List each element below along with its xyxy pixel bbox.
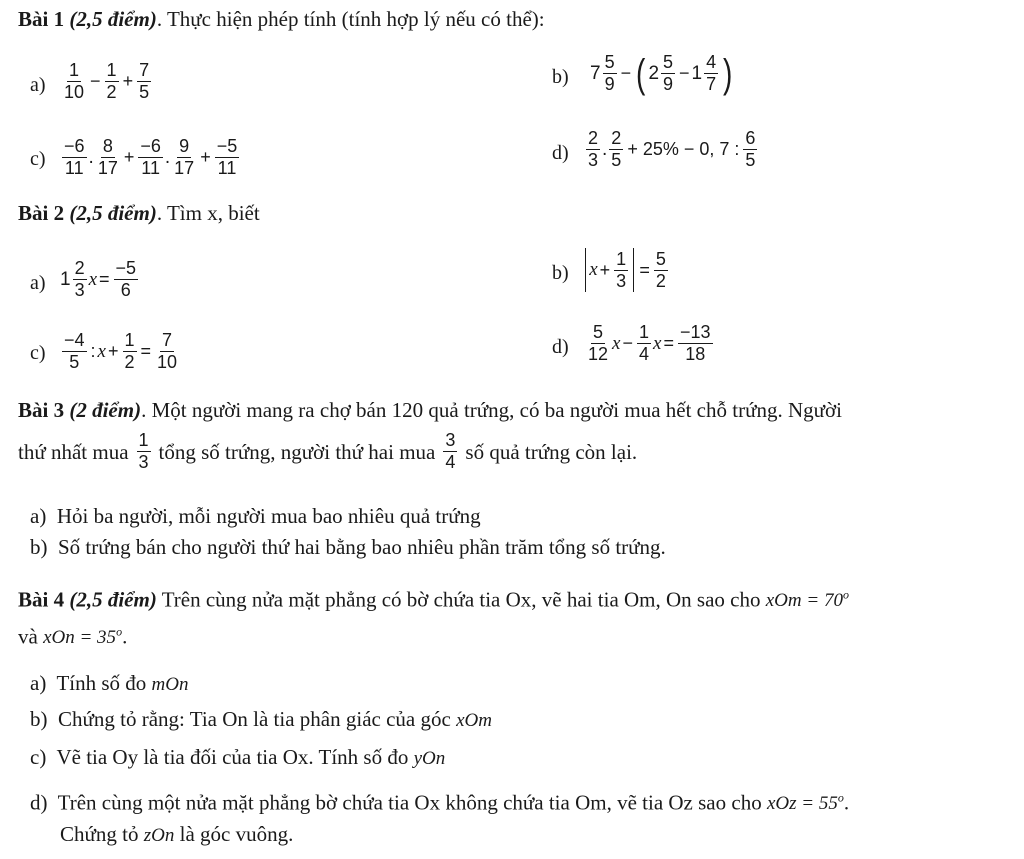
degree-sign: o bbox=[116, 625, 123, 639]
bai3-points: (2 điểm) bbox=[69, 398, 142, 422]
bai4-item-d bbox=[30, 785, 849, 817]
equals: = bbox=[140, 341, 152, 361]
bai1-points: (2,5 điểm) bbox=[69, 7, 157, 31]
math-text: zOn bbox=[143, 825, 175, 846]
item-label: b) bbox=[30, 707, 48, 731]
numerator: 7 bbox=[139, 60, 150, 80]
left-paren: ( bbox=[636, 51, 646, 96]
bai4-angle-xom bbox=[766, 590, 849, 611]
fraction bbox=[137, 430, 151, 473]
denominator: 3 bbox=[588, 150, 599, 170]
bai2-label-b: b) bbox=[552, 262, 569, 284]
fraction bbox=[586, 128, 600, 171]
denominator: 3 bbox=[616, 270, 627, 291]
operator: − bbox=[679, 63, 690, 83]
bai1-title: Bài 1 bbox=[18, 7, 65, 31]
item-label: d) bbox=[30, 790, 48, 815]
numerator: 1 bbox=[69, 60, 80, 80]
bai3-fraction-1 bbox=[135, 430, 153, 473]
denominator: 5 bbox=[69, 352, 80, 372]
bai4-text-2: và bbox=[18, 624, 38, 649]
operator: + bbox=[107, 341, 119, 361]
numerator: 2 bbox=[74, 258, 85, 278]
bai3-line-1 bbox=[18, 397, 842, 423]
numerator: 5 bbox=[663, 52, 674, 72]
numerator: 1 bbox=[138, 430, 149, 450]
denominator: 3 bbox=[74, 280, 85, 300]
bai1-label-b: b) bbox=[552, 66, 569, 88]
numerator: −5 bbox=[115, 258, 137, 278]
denominator: 4 bbox=[445, 452, 456, 472]
multiply-dot: . bbox=[164, 146, 171, 168]
numerator: 5 bbox=[604, 52, 615, 72]
bai2-expr-c bbox=[60, 330, 181, 373]
bai2-title: Bài 2 bbox=[18, 201, 65, 225]
period: . bbox=[843, 790, 850, 815]
whole-number: 1 bbox=[691, 62, 703, 84]
equals: = bbox=[663, 333, 674, 353]
equals: = bbox=[639, 259, 650, 280]
denominator: 10 bbox=[157, 352, 178, 372]
item-text: Trên cùng một nửa mặt phẳng bờ chứa tia Ox không chứa tia Om, vẽ tia Oz sao cho bbox=[57, 790, 762, 815]
bai1-instruction: . Thực hiện phép tính (tính hợp lý nếu có thể): bbox=[156, 7, 545, 31]
fraction bbox=[105, 60, 119, 103]
bai4-text-1: Trên cùng nửa mặt phẳng có bờ chứa tia Ox, vẽ hai tia Om, On sao cho bbox=[161, 587, 761, 612]
bai3-text-1: . Một người mang ra chợ bán 120 quả trứng, có ba người mua hết chỗ trứng. Người bbox=[141, 398, 842, 422]
whole-number: 7 bbox=[590, 62, 601, 84]
bai2-points: (2,5 điểm) bbox=[69, 201, 157, 225]
whole-number: 2 bbox=[648, 62, 660, 84]
multiply-dot: . bbox=[88, 146, 94, 168]
denominator: 6 bbox=[120, 280, 131, 300]
operator: − bbox=[620, 63, 632, 83]
denominator: 2 bbox=[655, 270, 666, 291]
denominator: 5 bbox=[139, 82, 150, 102]
divide: : bbox=[90, 341, 96, 361]
fraction bbox=[704, 52, 718, 95]
bai2-expr-b bbox=[582, 248, 670, 292]
bai1-expr-c bbox=[60, 136, 241, 179]
math-text: xOm bbox=[456, 710, 492, 731]
bai4-item-a bbox=[30, 670, 189, 698]
denominator: 11 bbox=[64, 158, 84, 178]
fraction bbox=[62, 330, 87, 373]
denominator: 2 bbox=[124, 352, 135, 372]
operator: + bbox=[122, 71, 134, 91]
bai2-heading-line bbox=[18, 200, 260, 226]
operator: − bbox=[90, 71, 101, 91]
fraction bbox=[137, 60, 151, 103]
bai1-expr-b bbox=[590, 52, 735, 95]
bai4-angle-xon bbox=[43, 627, 122, 648]
variable-x: x bbox=[97, 340, 106, 362]
bai3-line-2 bbox=[18, 430, 637, 473]
operator: + bbox=[200, 147, 211, 167]
bai2-expr-a bbox=[60, 258, 140, 301]
bai3-item-b bbox=[30, 534, 666, 560]
numerator: 3 bbox=[445, 430, 456, 450]
denominator: 7 bbox=[706, 74, 717, 94]
numerator: 9 bbox=[179, 136, 190, 156]
bai1-heading-line bbox=[18, 6, 545, 32]
denominator: 9 bbox=[663, 74, 674, 94]
bai2-label-c: c) bbox=[30, 342, 46, 364]
denominator: 2 bbox=[106, 82, 117, 102]
bai4-line-2 bbox=[18, 619, 127, 651]
abs-bar-left bbox=[585, 248, 586, 292]
variable-x: x bbox=[653, 332, 662, 354]
fraction bbox=[62, 60, 86, 103]
item-label: a) bbox=[30, 671, 47, 695]
item-text: Số trứng bán cho người thứ hai bằng bao nhiêu phần trăm tổng số trứng. bbox=[58, 535, 666, 559]
period: . bbox=[122, 624, 128, 649]
numerator: 1 bbox=[616, 248, 627, 269]
right-paren: ) bbox=[723, 51, 733, 96]
bai4-item-c bbox=[30, 744, 445, 772]
item-text: Hỏi ba người, mỗi người mua bao nhiêu quả trứng bbox=[56, 504, 481, 528]
denominator: 5 bbox=[745, 150, 756, 170]
fraction bbox=[443, 430, 457, 473]
item-text: Vẽ tia Oy là tia đối của tia Ox. Tính số đo bbox=[56, 745, 409, 769]
bai4-title: Bài 4 bbox=[18, 587, 65, 612]
denominator: 18 bbox=[685, 344, 706, 364]
bai1-label-c: c) bbox=[30, 148, 46, 170]
item-label: b) bbox=[30, 535, 48, 559]
math-text: xOm = 70 bbox=[765, 590, 843, 612]
fraction bbox=[123, 330, 137, 373]
numerator: 2 bbox=[611, 128, 622, 148]
math-text: mOn bbox=[151, 674, 189, 695]
fraction bbox=[114, 258, 139, 301]
item-label: a) bbox=[30, 504, 47, 528]
numerator: 7 bbox=[162, 330, 173, 350]
numerator: −4 bbox=[64, 330, 85, 350]
variable-x: x bbox=[612, 332, 621, 354]
denominator: 17 bbox=[97, 158, 118, 178]
fraction bbox=[96, 136, 120, 179]
denominator: 12 bbox=[588, 344, 609, 364]
denominator: 11 bbox=[217, 158, 237, 178]
denominator: 5 bbox=[611, 150, 622, 170]
item-text: Chứng tỏ bbox=[60, 822, 139, 846]
numerator: 4 bbox=[706, 52, 717, 72]
denominator: 11 bbox=[141, 158, 160, 178]
numerator: −5 bbox=[216, 136, 238, 156]
numerator: −6 bbox=[64, 136, 85, 156]
item-text: là góc vuông. bbox=[179, 822, 294, 846]
fraction bbox=[743, 128, 757, 171]
degree-sign: o bbox=[842, 588, 849, 602]
bai2-label-d: d) bbox=[552, 336, 569, 358]
bai4-angle-xoz bbox=[767, 793, 844, 814]
operator: + bbox=[123, 147, 135, 167]
numerator: −6 bbox=[140, 136, 161, 156]
fraction bbox=[586, 322, 610, 365]
denominator: 3 bbox=[138, 452, 149, 472]
numerator: 8 bbox=[102, 136, 113, 156]
multiply-dot: . bbox=[602, 138, 608, 160]
fraction bbox=[155, 330, 179, 373]
bai1-expr-d bbox=[584, 128, 759, 171]
bai1-expr-a bbox=[60, 60, 153, 103]
fraction bbox=[172, 136, 196, 179]
fraction bbox=[138, 136, 163, 179]
operator: + bbox=[599, 259, 611, 280]
bai4-points: (2,5 điểm) bbox=[69, 587, 157, 612]
numerator: 1 bbox=[124, 330, 135, 350]
math-text: xOn = 35 bbox=[43, 627, 117, 649]
numerator: 2 bbox=[588, 128, 599, 148]
denominator: 17 bbox=[174, 158, 195, 178]
fraction bbox=[654, 249, 668, 292]
equals: = bbox=[99, 269, 110, 289]
math-text: xOz = 55 bbox=[766, 793, 838, 815]
bai4-item-b bbox=[30, 706, 492, 734]
fraction bbox=[678, 322, 713, 365]
bai1-label-d: d) bbox=[552, 142, 569, 164]
fraction bbox=[609, 128, 623, 171]
variable-x: x bbox=[88, 268, 98, 290]
fraction bbox=[614, 249, 628, 292]
fraction bbox=[62, 136, 87, 179]
abs-bar-right bbox=[633, 248, 634, 292]
item-label: c) bbox=[30, 745, 47, 769]
item-text: Chứng tỏ rằng: Tia On là tia phân giác của góc bbox=[58, 707, 451, 731]
numerator: 1 bbox=[106, 60, 117, 80]
fraction bbox=[73, 258, 87, 301]
operator: − bbox=[622, 333, 633, 353]
bai3-text-2b: tổng số trứng, người thứ hai mua bbox=[158, 439, 436, 464]
variable-x: x bbox=[589, 259, 598, 280]
expression-rest: + 25% − 0, 7 : bbox=[627, 139, 740, 159]
bai2-expr-d bbox=[584, 322, 715, 365]
bai3-text-2a: thứ nhất mua bbox=[18, 439, 129, 464]
fraction bbox=[215, 136, 240, 179]
denominator: 9 bbox=[604, 74, 615, 94]
bai2-label-a: a) bbox=[30, 272, 46, 294]
fraction bbox=[603, 52, 617, 95]
item-text: Tính số đo bbox=[56, 671, 147, 695]
numerator: −13 bbox=[679, 322, 711, 342]
numerator: 6 bbox=[745, 128, 756, 148]
bai3-title: Bài 3 bbox=[18, 398, 65, 422]
denominator: 4 bbox=[638, 344, 649, 364]
whole-number: 1 bbox=[60, 268, 71, 290]
bai3-text-2c: số quả trứng còn lại. bbox=[465, 439, 638, 464]
fraction bbox=[661, 52, 675, 95]
bai2-instruction: . Tìm x, biết bbox=[156, 201, 260, 225]
bai1-label-a: a) bbox=[30, 74, 46, 96]
bai4-line-1 bbox=[18, 582, 849, 614]
degree-sign: o bbox=[837, 791, 844, 805]
numerator: 5 bbox=[655, 248, 666, 269]
denominator: 10 bbox=[64, 82, 85, 102]
numerator: 1 bbox=[638, 322, 649, 342]
bai3-item-a bbox=[30, 503, 481, 529]
fraction bbox=[637, 322, 651, 365]
math-text: yOn bbox=[413, 748, 446, 769]
bai4-item-d-cont bbox=[60, 821, 293, 849]
bai3-fraction-2 bbox=[441, 430, 459, 473]
numerator: 5 bbox=[593, 322, 604, 342]
